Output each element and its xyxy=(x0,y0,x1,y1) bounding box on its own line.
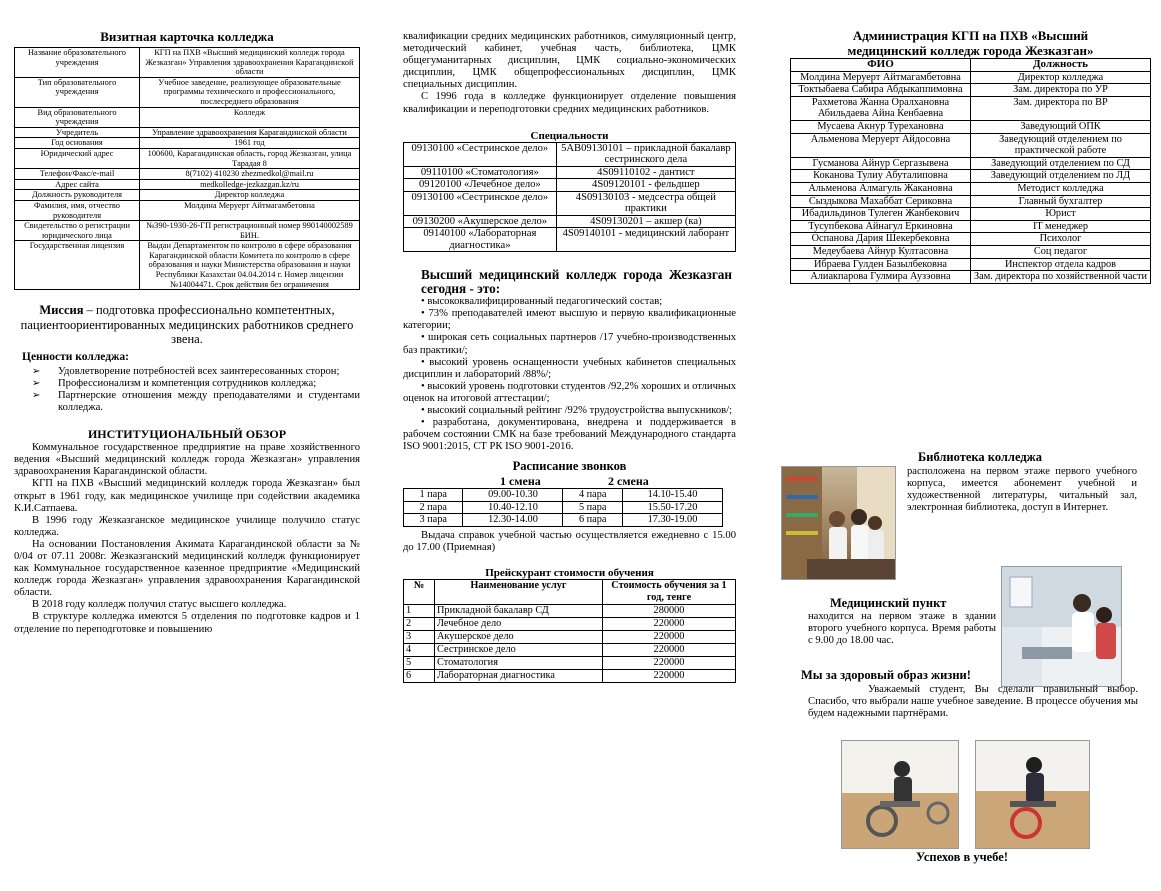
admin-position: Зам. директора по УР xyxy=(971,84,1151,97)
admin-position: Психолог xyxy=(971,233,1151,246)
admin-position: Зам. директора по хозяйственной части xyxy=(971,271,1151,284)
admin-position: Директор колледжа xyxy=(971,71,1151,84)
shift2-label: 2 смена xyxy=(608,474,649,489)
card-value: Выдан Департаментом по контролю в сфере образования Карагандинской области Комитета по контролю в сфере образования и науки Министерства образования и науки Республики Казахстан 04.04.2014 г. Номер лицензии №14004471. Срок действия без ограничения xyxy=(140,241,360,290)
admin-position: Соц педагог xyxy=(971,245,1151,258)
card-value: КГП на ПХВ «Высший медицинский колледж города Жезказган» Управления здравоохранения Карагандинской области xyxy=(140,48,360,78)
admin-name: Токтыбаева Сабира Абдыкаппимовна xyxy=(791,84,971,97)
admin-header: ФИО xyxy=(791,59,971,72)
qualification: 4S09110102 - дантист xyxy=(556,166,735,179)
value-item: ➢ Удовлетворение потребностей всех заинтересованных сторон; xyxy=(58,366,360,378)
bell-cell: 6 пара xyxy=(563,514,622,527)
today-item: • широкая сеть социальных партнеров /17 учебно-производственных баз практики/; xyxy=(403,332,736,356)
card-row xyxy=(15,179,360,190)
card-label: Год основания xyxy=(15,138,140,149)
admin-row xyxy=(791,96,1151,120)
card-row xyxy=(15,48,360,78)
mission-text: – подготовка профессионально компетентных, пациентоориентированных медицинских работников среднего звена. xyxy=(20,303,354,347)
overview-paragraph: В структуре колледжа имеются 5 отделения по подготовке кадров и 1 отделение по переподготовке и повышению xyxy=(14,611,360,635)
qualification: 4S09130103 - медсестра общей практики xyxy=(556,191,735,215)
admin-position: Заведующий отделением по практической работе xyxy=(971,133,1151,157)
overview-paragraph: КГП на ПХВ «Высший медицинский колледж города Жезказган» был открыт в 1961 году, как медицинское училище при содействии академика К.И.Сатпаева. xyxy=(14,478,360,514)
health-text: Уважаемый студент, Вы сделали правильный выбор. Спасибо, что выбрали наше учебное заведение. В процессе обучения мы будем надежными партнёрами. xyxy=(808,684,1138,720)
overview-title: ИНСТИТУЦИОНАЛЬНЫЙ ОБЗОР xyxy=(87,427,287,442)
medical-photo xyxy=(1001,566,1122,687)
admin-row xyxy=(791,133,1151,157)
mission-lead: Миссия xyxy=(39,303,84,318)
price-cost: 220000 xyxy=(603,631,736,644)
card-row xyxy=(15,221,360,241)
column-middle xyxy=(403,0,736,683)
bell-cell: 1 пара xyxy=(404,489,463,502)
admin-row xyxy=(791,258,1151,271)
card-row xyxy=(15,190,360,201)
admin-name: Оспанова Дария Шекербековна xyxy=(791,233,971,246)
admin-row xyxy=(791,84,1151,97)
bell-cell: 3 пара xyxy=(404,514,463,527)
specialty-row xyxy=(404,228,736,252)
card-value: Учебное заведение, реализующее образовательные программы технического и профессионального, послесреднего образования xyxy=(140,77,360,107)
gym-image-2 xyxy=(976,741,1089,848)
overview-paragraph: В 1996 году Жезказганское медицинское училище получило статус колледжа. xyxy=(14,514,360,538)
values-title: Ценности колледжа: xyxy=(22,350,129,363)
bell-cell: 5 пара xyxy=(563,501,622,514)
value-item: ➢ Профессионализм и компетенция сотрудников колледжа; xyxy=(58,378,360,390)
admin-name: Медеубаева Айнур Култасовна xyxy=(791,245,971,258)
prices-table xyxy=(403,579,736,683)
bells-table xyxy=(403,488,723,527)
price-row xyxy=(404,631,736,644)
health-title: Мы за здоровый образ жизни! xyxy=(801,668,971,682)
price-service: Акушерское дело xyxy=(435,631,603,644)
card-row xyxy=(15,127,360,138)
bell-cell: 09.00-10.30 xyxy=(463,489,563,502)
card-row xyxy=(15,169,360,180)
qualification: 4S09130201 – акшер (ка) xyxy=(556,215,735,228)
shift1-label: 1 смена xyxy=(500,474,541,489)
specialty-code: 09120100 «Лечебное дело» xyxy=(404,179,557,192)
specialty-code: 09140100 «Лабораторная диагностика» xyxy=(404,228,557,252)
price-row xyxy=(404,670,736,683)
bells-title: Расписание звонков xyxy=(512,459,627,474)
card-label: Название образовательного учреждения xyxy=(15,48,140,78)
card-value: 1961 год xyxy=(140,138,360,149)
admin-name: Сыздыкова Махаббат Сериковна xyxy=(791,195,971,208)
card-value: 100600, Карагандинская область, город Жезказган, улица Тарадая 8 xyxy=(140,148,360,168)
bell-cell: 15.50-17.20 xyxy=(622,501,722,514)
price-num: 6 xyxy=(404,670,435,683)
admin-position: Юрист xyxy=(971,208,1151,221)
admin-name: Мусаева Акнур Турехановна xyxy=(791,120,971,133)
price-row xyxy=(404,657,736,670)
admin-position: Главный бухгалтер xyxy=(971,195,1151,208)
column-left xyxy=(14,0,360,636)
value-item: ➢ Партнерские отношения между преподавателями и студентами колледжа. xyxy=(58,390,360,414)
card-value: №390-1930-26-ГП регистрационный номер 990140002589 БИН. xyxy=(140,221,360,241)
today-item: • высокий уровень оснащенности учебных кабинетов специальных дисциплин и лабораторий /88%/; xyxy=(403,356,736,380)
today-item: • высокий уровень подготовки студентов /92,2% хороших и отличных оценок на итоговой аттестации/; xyxy=(403,380,736,404)
card-label: Должность руководителя xyxy=(15,190,140,201)
price-service: Сестринское дело xyxy=(435,644,603,657)
library-image xyxy=(782,467,895,579)
admin-position: Заведующий отделением по ЛД xyxy=(971,170,1151,183)
card-label: Государственная лицензия xyxy=(15,241,140,290)
mission-block xyxy=(14,303,360,347)
admin-row xyxy=(791,195,1151,208)
bells-note: Выдача справок учебной частью осуществляется ежедневно с 15.00 до 17.00 (Приемная) xyxy=(403,529,736,553)
price-service: Лабораторная диагностика xyxy=(435,670,603,683)
price-row xyxy=(404,605,736,618)
today-title: Высший медицинский колледж города Жезказган сегодня - это: xyxy=(421,267,732,297)
overview-p2: С 1996 года в колледже функционирует отделение повышения квалификации и переподготовки средних медицинских работников. xyxy=(403,91,736,115)
card-row xyxy=(15,148,360,168)
admin-row xyxy=(791,271,1151,284)
card-value: Колледж xyxy=(140,107,360,127)
overview-paragraph: В 2018 году колледж получил статус высшего колледжа. xyxy=(32,599,287,611)
today-item: • 73% преподавателей имеют высшую и первую квалификационные категории; xyxy=(403,308,736,332)
card-value: Директор колледжа xyxy=(140,190,360,201)
qualification: 4S09140101 - медицинский лаборант xyxy=(556,228,735,252)
card-label: Телефон/Факс/e-mail xyxy=(15,169,140,180)
specialty-row xyxy=(404,215,736,228)
overview-body xyxy=(14,442,360,636)
bell-cell: 12.30-14.00 xyxy=(463,514,563,527)
bell-cell: 4 пара xyxy=(563,489,622,502)
qualification: 4S09120101 - фельдшер xyxy=(556,179,735,192)
admin-row xyxy=(791,233,1151,246)
admin-position: Инспектор отдела кадров xyxy=(971,258,1151,271)
specialty-code: 09130100 «Сестринское дело» xyxy=(404,191,557,215)
admin-row xyxy=(791,208,1151,221)
price-cost: 220000 xyxy=(603,644,736,657)
bells-shifts xyxy=(403,474,736,488)
card-value: Управление здравоохранения Карагандинской области xyxy=(140,127,360,138)
card-label: Вид образовательного учреждения xyxy=(15,107,140,127)
card-value: 8(7102) 410230 zhezmedkol@mail.ru xyxy=(140,169,360,180)
price-num: 3 xyxy=(404,631,435,644)
qualification: 5АВ09130101 – прикладной бакалавр сестринского дела xyxy=(556,142,735,166)
bell-cell: 2 пара xyxy=(404,501,463,514)
price-cost: 220000 xyxy=(603,657,736,670)
admin-name: Альменова Меруерт Айдосовна xyxy=(791,133,971,157)
admin-position: Заведующий ОПК xyxy=(971,120,1151,133)
admin-table xyxy=(790,58,1151,284)
specialty-code: 09130100 «Сестринское дело» xyxy=(404,142,557,166)
bell-row xyxy=(404,489,723,502)
price-service: Прикладной бакалавр СД xyxy=(435,605,603,618)
specialties-table xyxy=(403,142,736,253)
card-row xyxy=(15,77,360,107)
column-right xyxy=(790,0,1151,284)
price-row xyxy=(404,644,736,657)
specialties-title: Специальности xyxy=(530,129,609,142)
college-card-table xyxy=(14,47,360,290)
admin-name: Рахметова Жанна Оралхановна Абильдаева Айна Кенбаевна xyxy=(791,96,971,120)
admin-position: Зам. директора по ВР xyxy=(971,96,1151,120)
bell-cell: 17.30-19.00 xyxy=(622,514,722,527)
bell-cell: 14.10-15.40 xyxy=(622,489,722,502)
card-value: Молдина Меруерт Айтмагамбетовна xyxy=(140,200,360,220)
card-label: Тип образовательного учреждения xyxy=(15,77,140,107)
today-item: • высокий социальный рейтинг /92% трудоустройства выпускников/; xyxy=(421,405,733,416)
price-row xyxy=(404,618,736,631)
card-row xyxy=(15,138,360,149)
admin-name: Гусманова Айнур Сергазывена xyxy=(791,157,971,170)
gym-photo-1 xyxy=(841,740,959,849)
price-service: Стоматология xyxy=(435,657,603,670)
medical-title: Медицинский пункт xyxy=(830,596,947,610)
bell-row xyxy=(404,514,723,527)
admin-header: Должность xyxy=(971,59,1151,72)
price-num: 4 xyxy=(404,644,435,657)
card-title: Визитная карточка колледжа xyxy=(100,29,274,44)
bell-row xyxy=(404,501,723,514)
library-title: Библиотека колледжа xyxy=(918,450,1042,464)
admin-row xyxy=(791,245,1151,258)
admin-name: Альменова Алмагуль Жакановна xyxy=(791,182,971,195)
admin-position: Методист колледжа xyxy=(971,182,1151,195)
prices-title: Прейскурант стоимости обучения xyxy=(485,567,654,580)
card-label: Юридический адрес xyxy=(15,148,140,168)
card-label: Фамилия, имя, отчество руководителя xyxy=(15,200,140,220)
admin-row xyxy=(791,182,1151,195)
specialty-code: 09110100 «Стоматология» xyxy=(404,166,557,179)
specialty-code: 09130200 «Акушерское дело» xyxy=(404,215,557,228)
price-num: 5 xyxy=(404,657,435,670)
admin-name: Ибадильдинов Тулеген Жанбекович xyxy=(791,208,971,221)
price-num: 1 xyxy=(404,605,435,618)
admin-position: Заведующий отделением по СД xyxy=(971,157,1151,170)
gym-photo-2 xyxy=(975,740,1090,849)
card-row xyxy=(15,241,360,290)
bell-cell: 10.40-12.10 xyxy=(463,501,563,514)
admin-row xyxy=(791,220,1151,233)
admin-name: Ибраева Гулден Базылбековна xyxy=(791,258,971,271)
today-item: • разработана, документирована, внедрена и поддерживается в рабочем состоянии СМК на базе требований Международного стандарта ISO 9001:2015, СТ РК ISO 9001-2016. xyxy=(403,417,736,453)
admin-name: Тусупбекова Айнагул Еркиновна xyxy=(791,220,971,233)
gym-image-1 xyxy=(842,741,958,848)
specialty-row xyxy=(404,179,736,192)
medical-image xyxy=(1002,567,1121,686)
card-label: Учредитель xyxy=(15,127,140,138)
today-list xyxy=(403,296,736,453)
card-label: Свидетельство о регистрации юридического лица xyxy=(15,221,140,241)
footer-text: Успехов в учебе! xyxy=(916,850,1008,864)
values-list xyxy=(14,366,360,414)
card-label: Адрес сайта xyxy=(15,179,140,190)
today-item: • высококвалифицированный педагогический состав; xyxy=(421,296,663,308)
specialty-row xyxy=(404,142,736,166)
price-header: Наименование услуг xyxy=(435,580,603,605)
card-value: medkolledge-jezkazgan.kz/ru xyxy=(140,179,360,190)
overview-paragraph: Коммунальное государственное предприятие на праве хозяйственного ведения «Высший медицинский колледж города Жезказган» управления здравоохранения Карагандинской области. xyxy=(14,442,360,478)
price-num: 2 xyxy=(404,618,435,631)
admin-row xyxy=(791,71,1151,84)
admin-row xyxy=(791,120,1151,133)
overview-paragraph: На основании Постановления Акимата Карагандинской области за № 0/04 от 07.11 2008г. Жезказганский медицинский колледж функционирует как Коммунальное государственное казенное предприятие «Медицинский колледж города Жезказган» управления здравоохранения Карагандинской области. xyxy=(14,538,360,599)
price-cost: 220000 xyxy=(603,618,736,631)
overview-continuation: квалификации средних медицинских работников, симуляционный центр, методический кабинет, учебная часть, библиотека, ЦМК общегуманитарных дисциплин, ЦМК социально-экономических дисциплин, ЦМК общепрофессиональных дисциплин, ЦМК специальных дисциплин. xyxy=(403,31,736,91)
admin-name: Молдина Меруерт Айтмагамбетовна xyxy=(791,71,971,84)
specialty-row xyxy=(404,166,736,179)
card-row xyxy=(15,107,360,127)
price-cost: 220000 xyxy=(603,670,736,683)
admin-name: Коканова Тулиу Абуталиповна xyxy=(791,170,971,183)
price-service: Лечебное дело xyxy=(435,618,603,631)
price-header: № xyxy=(404,580,435,605)
admin-title: Администрация КГП на ПХВ «Высший медицинский колледж города Жезказган» xyxy=(847,28,1094,58)
library-photo xyxy=(781,466,896,580)
library-text: расположена на первом этаже первого учебного корпуса, имеется абонемент учебной и художественной литературы, читальный зал, электронная библиотека, доступ в Интернет. xyxy=(907,466,1137,514)
card-row xyxy=(15,200,360,220)
admin-row xyxy=(791,170,1151,183)
price-cost: 280000 xyxy=(603,605,736,618)
medical-text: находится на первом этаже в здании второго учебного корпуса. Время работы с 9.00 до 18.00 час. xyxy=(808,611,996,647)
specialty-row xyxy=(404,191,736,215)
price-header: Стоимость обучения за 1 год, тенге xyxy=(603,580,736,605)
admin-position: IT менеджер xyxy=(971,220,1151,233)
admin-name: Алиакпарова Гулмира Аузэовна xyxy=(791,271,971,284)
admin-row xyxy=(791,157,1151,170)
